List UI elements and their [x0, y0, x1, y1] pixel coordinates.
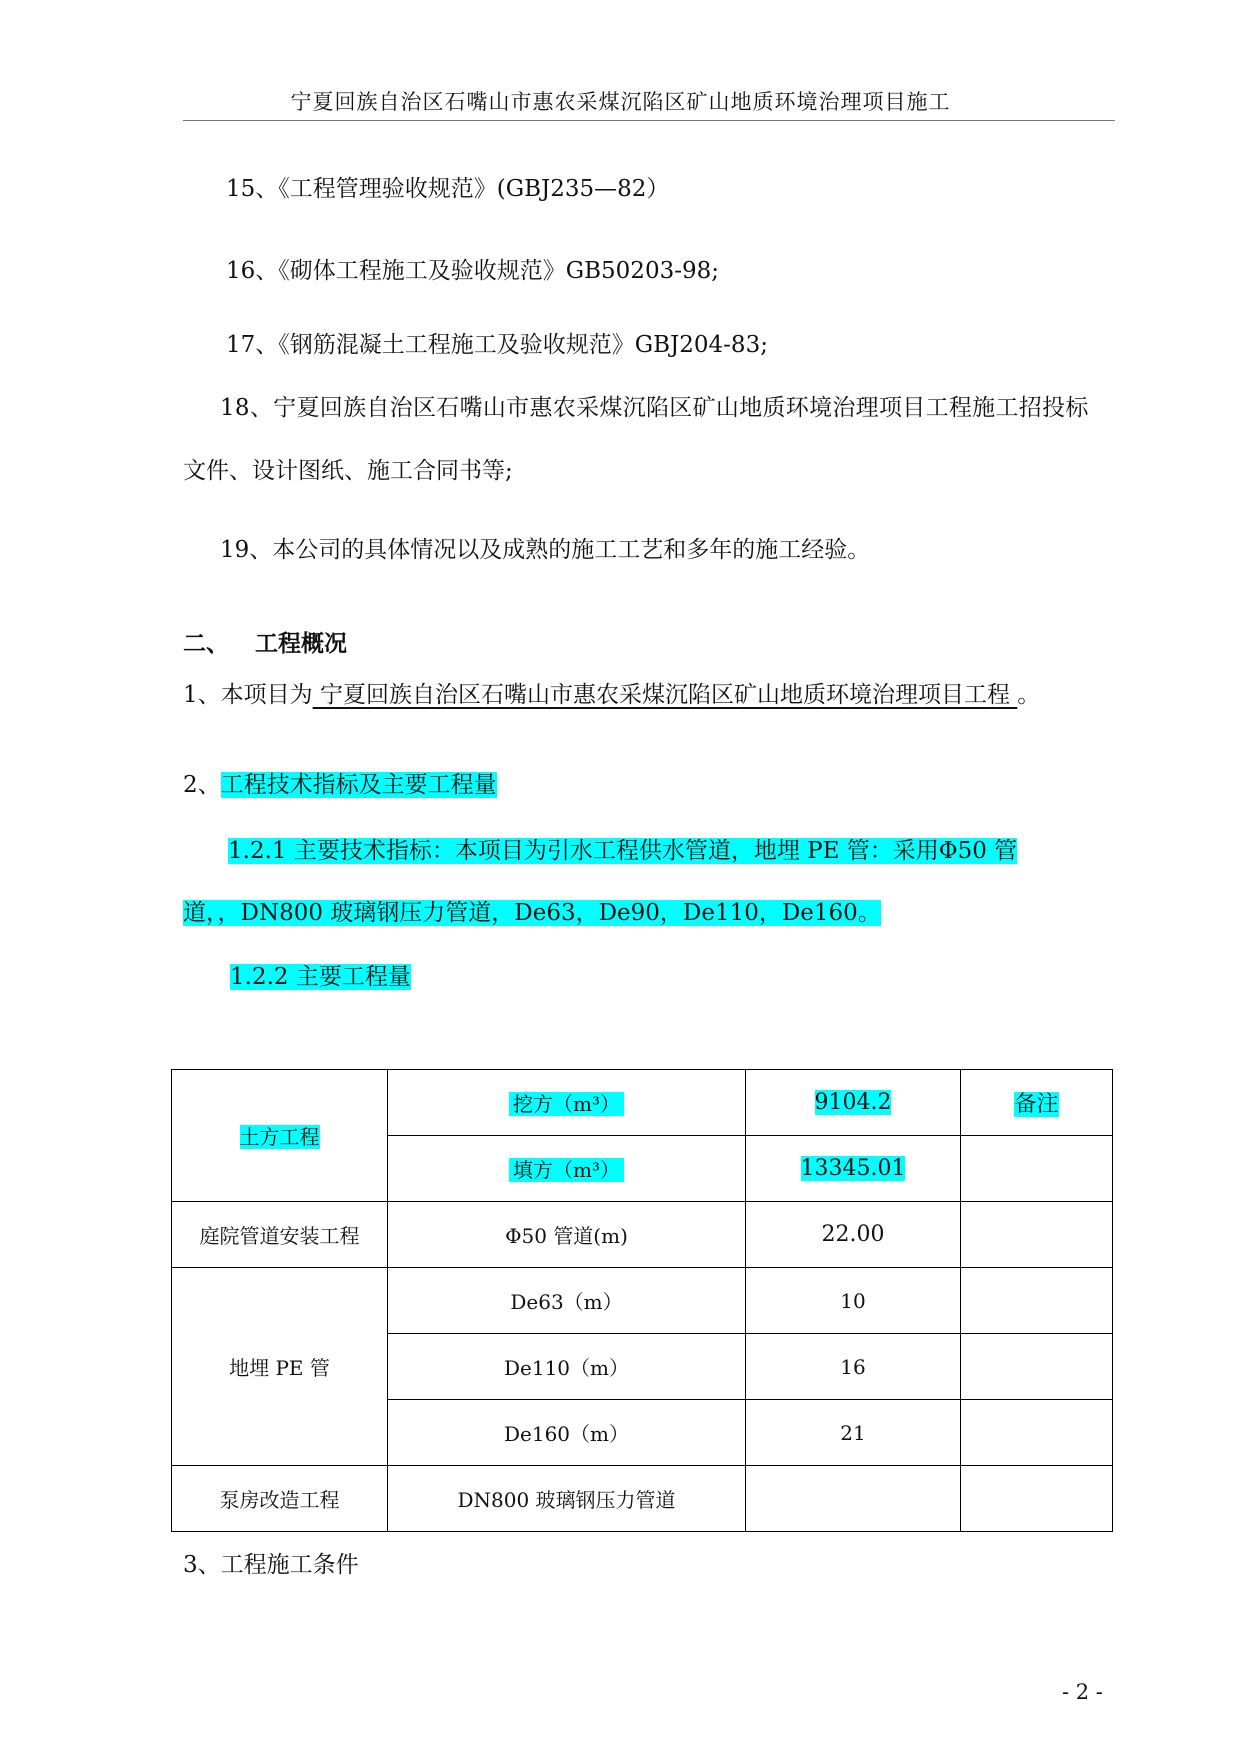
remark-header-cell	[961, 1070, 1113, 1136]
excavation-label: 挖方（m³）	[509, 1092, 624, 1116]
remark-cell	[961, 1334, 1113, 1400]
remark-cell	[961, 1268, 1113, 1334]
pump-house-label: 泵房改造工程	[172, 1466, 388, 1532]
table-row	[172, 1466, 1113, 1532]
project-statement	[183, 676, 1040, 709]
fill-label: 填方（m³）	[509, 1158, 624, 1182]
item-2-heading	[183, 766, 497, 799]
remark-header: 备注	[1014, 1092, 1059, 1117]
remark-cell	[961, 1466, 1113, 1532]
reference-15: 15、《工程管理验收规范》(GBJ235—82）	[226, 176, 670, 202]
tech-indicators-line1	[228, 832, 1017, 865]
reference-17: 17、《钢筋混凝土工程施工及验收规范》GBJ204-83;	[226, 332, 768, 358]
reference-18-line2: 文件、设计图纸、施工合同书等;	[183, 458, 513, 484]
reference-19: 19、本公司的具体情况以及成熟的施工工艺和多年的施工经验。	[220, 537, 871, 563]
item-2-number: 2、	[183, 772, 221, 798]
tech-indicators-line2-text: 道，，DN800 玻璃钢压力管道，De63，De90，De110，De160。	[183, 900, 881, 926]
fill-value-cell	[746, 1136, 961, 1202]
reference-18-line1: 18、宁夏回族自治区石嘴山市惠农采煤沉陷区矿山地质环境治理项目工程施工招投标	[220, 395, 1089, 421]
table-row	[172, 1202, 1113, 1268]
pe-pipe-item: De110（m）	[388, 1334, 746, 1400]
fill-cell	[388, 1136, 746, 1202]
excavation-value: 9104.2	[814, 1090, 892, 1115]
pe-pipe-item: De160（m）	[388, 1400, 746, 1466]
main-quantities-heading	[230, 958, 411, 991]
reference-16: 16、《砌体工程施工及验收规范》GB50203-98;	[226, 258, 719, 284]
remark-cell	[961, 1202, 1113, 1268]
section-heading-number: 二、	[183, 631, 229, 657]
page-header: 宁夏回族自治区石嘴山市惠农采煤沉陷区矿山地质环境治理项目施工	[290, 90, 951, 114]
pe-pipe-value: 10	[746, 1268, 961, 1334]
yard-pipe-item: Φ50 管道(m)	[388, 1202, 746, 1268]
pump-house-item: DN800 玻璃钢压力管道	[388, 1466, 746, 1532]
page-number: - 2 -	[1062, 1680, 1103, 1704]
section-heading	[183, 625, 347, 658]
tech-indicators-line2	[183, 894, 881, 927]
table-row	[172, 1268, 1113, 1334]
pe-pipe-item: De63（m）	[388, 1268, 746, 1334]
project-statement-prefix: 1、本项目为	[183, 682, 313, 708]
header-rule	[183, 120, 1115, 121]
item-3-heading: 3、工程施工条件	[183, 1552, 359, 1578]
main-quantities-heading-text: 1.2.2 主要工程量	[230, 964, 411, 990]
fill-value: 13345.01	[800, 1156, 906, 1181]
pe-pipe-label: 地埋 PE 管	[172, 1268, 388, 1466]
yard-pipe-value: 22.00	[746, 1202, 961, 1268]
section-heading-text: 工程概况	[255, 631, 347, 657]
item-2-title: 工程技术指标及主要工程量	[220, 772, 497, 798]
table-row	[172, 1070, 1113, 1136]
quantities-table	[171, 1069, 1113, 1532]
pe-pipe-value: 16	[746, 1334, 961, 1400]
project-statement-suffix: 。	[1017, 682, 1041, 708]
pump-house-value	[746, 1466, 961, 1532]
remark-cell	[961, 1400, 1113, 1466]
earthwork-label: 土方工程	[239, 1125, 320, 1149]
excavation-cell	[388, 1070, 746, 1136]
project-name: 宁夏回族自治区石嘴山市惠农采煤沉陷区矿山地质环境治理项目工程	[312, 682, 1018, 708]
earthwork-cell	[172, 1070, 388, 1202]
pe-pipe-value: 21	[746, 1400, 961, 1466]
remark-cell	[961, 1136, 1113, 1202]
tech-indicators-line1-text: 1.2.1 主要技术指标：本项目为引水工程供水管道，地埋 PE 管：采用Φ50 管	[228, 838, 1018, 864]
excavation-value-cell	[746, 1070, 961, 1136]
yard-pipe-label: 庭院管道安装工程	[172, 1202, 388, 1268]
